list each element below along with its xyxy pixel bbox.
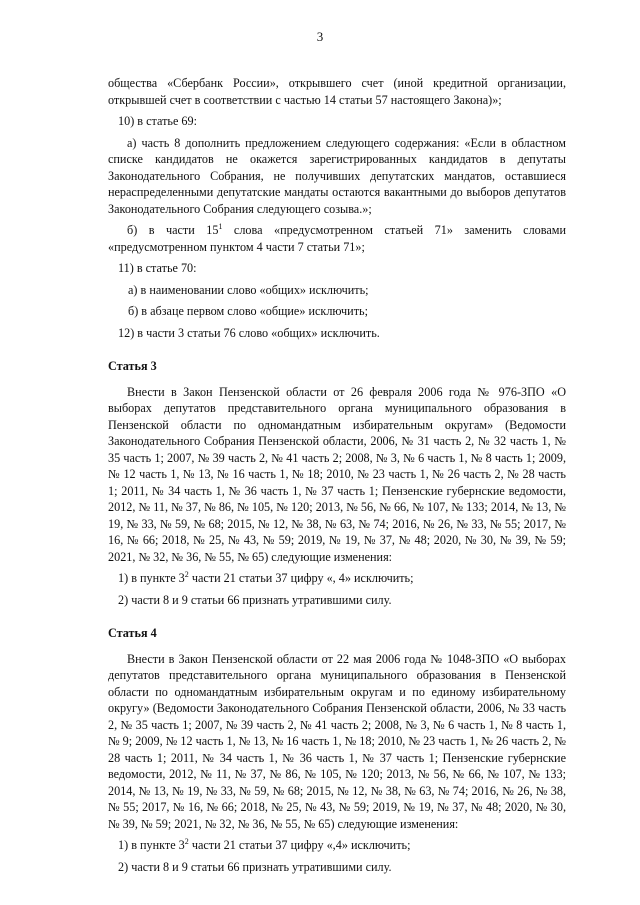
item-10-b <box>108 222 566 255</box>
item-10-a: а) часть 8 дополнить предложением следующего содержания: «Если в областном списке кандидатов не окажется зарегистрированных кандидатов в депутаты Законодательного Собрания, не получивших депутатских мандатов, оставшиеся нераспределенными депутатские мандаты остаются вакантными до выборов депутатов Законодательного Собрания следующего созыва.»; <box>108 135 566 216</box>
item-10-b-text-start: б) в части 15 <box>127 223 219 237</box>
page-number: 3 <box>316 29 324 44</box>
item-11-b: б) в абзаце первом слово «общие» исключить; <box>128 304 368 318</box>
article-3-title: Статья 3 <box>108 359 157 373</box>
article-4-item-1 <box>108 837 566 854</box>
item-12: 12) в части 3 статьи 76 слово «общих» исключить. <box>118 325 380 340</box>
article-3-body: Внести в Закон Пензенской области от 26 февраля 2006 года № 976-ЗПО «О выборах депутатов представительного органа муниципального образования в Пензенской области по одномандатным избирательным округам» (Ведомости Законодательного Собрания Пензенской области, 2006, № 31 часть 2, № 32 часть 1, № 35 часть 1; 2007, № 39 часть 2, № 41 часть 2; 2008, № 3, № 6 часть 1, № 8 часть 1; 2009, № 12 часть 1, № 13, № 16 часть 1, № 18; 2010, № 23 часть 1, № 26 часть 2, № 28 часть 1; 2011, № 34 часть 1, № 36 часть 1, № 37 часть 1; Пензенские губернские ведомости, 2012, № 11, № 37, № 86, № 105, № 120; 2013, № 56, № 66, № 107, № 133; 2014, № 13, № 19, № 33, № 59, № 68; 2015, № 12, № 38, № 63, № 74; 2016, № 26, № 33, № 55; 2017, № 16, № 66; 2018, № 25, № 43, № 59; 2019, № 19, № 37, № 48; 2020, № 30, № 39, № 59; 2021, № 32, № 36, № 55, № 65) следующие изменения: <box>108 384 566 564</box>
document-body <box>108 75 566 875</box>
article-3-item-1 <box>108 570 566 587</box>
article-4-item-2: 2) части 8 и 9 статьи 66 признать утратившими силу. <box>118 859 392 874</box>
article-4-item-1-text-end: части 21 статьи 37 цифру «,4» исключить; <box>188 838 411 852</box>
item-10-b-superscript: 1 <box>218 221 223 231</box>
continued-paragraph: общества «Сбербанк России», открывшего счет (иной кредитной организации, открывшей счет в соответствии с частью 14 статьи 57 настоящего Закона)»; <box>108 76 566 107</box>
item-10: 10) в статье 69: <box>118 114 197 128</box>
article-3-item-1-superscript: 2 <box>184 569 189 579</box>
article-3-item-2: 2) части 8 и 9 статьи 66 признать утратившими силу. <box>118 592 392 607</box>
item-11: 11) в статье 70: <box>118 261 197 275</box>
article-4-body: Внести в Закон Пензенской области от 22 мая 2006 года № 1048-ЗПО «О выборах депутатов представительного органа муниципального образования в Пензенской области по одномандатным избирательным округам и по единому избирательному округу» (Ведомости Законодательного Собрания Пензенской области, 2006, № 33 часть 2, № 35 часть 1; 2007, № 39 часть 2, № 41 часть 2; 2008, № 3, № 6 часть 1, № 8 часть 1, № 9; 2009, № 12 часть 1, № 13, № 16 часть 1, № 18; 2010, № 23 часть 1, № 26 часть 2, № 28 часть 1; 2011, № 34 часть 1, № 36 часть 1, № 37 часть 1; Пензенские губернские ведомости, 2012, № 11, № 37, № 86, № 105, № 120; 2013, № 56, № 66, № 107, № 133; 2014, № 13, № 19, № 33, № 59, № 68; 2015, № 12, № 38, № 63, № 74; 2016, № 26, № 38, № 55; 2017, № 16, № 66; 2018, № 25, № 43, № 59; 2019, № 19, № 37, № 48; 2020, № 30, № 39, № 59; 2021, № 32, № 36, № 55, № 65) следующие изменения: <box>108 651 566 831</box>
article-3-item-1-text-start: 1) в пункте 3 <box>118 571 185 585</box>
article-3-item-1-text-end: части 21 статьи 37 цифру «, 4» исключить; <box>188 571 414 585</box>
article-4-title: Статья 4 <box>108 626 157 640</box>
article-4-item-1-superscript: 2 <box>184 836 189 846</box>
article-4-item-1-text-start: 1) в пункте 3 <box>118 838 185 852</box>
item-11-a: а) в наименовании слово «общих» исключить; <box>128 282 369 297</box>
item-10-b-text-end: слова «предусмотренном статьей 71» заменить словами «предусмотренном пунктом 4 части 7 статьи 71»; <box>108 223 567 254</box>
